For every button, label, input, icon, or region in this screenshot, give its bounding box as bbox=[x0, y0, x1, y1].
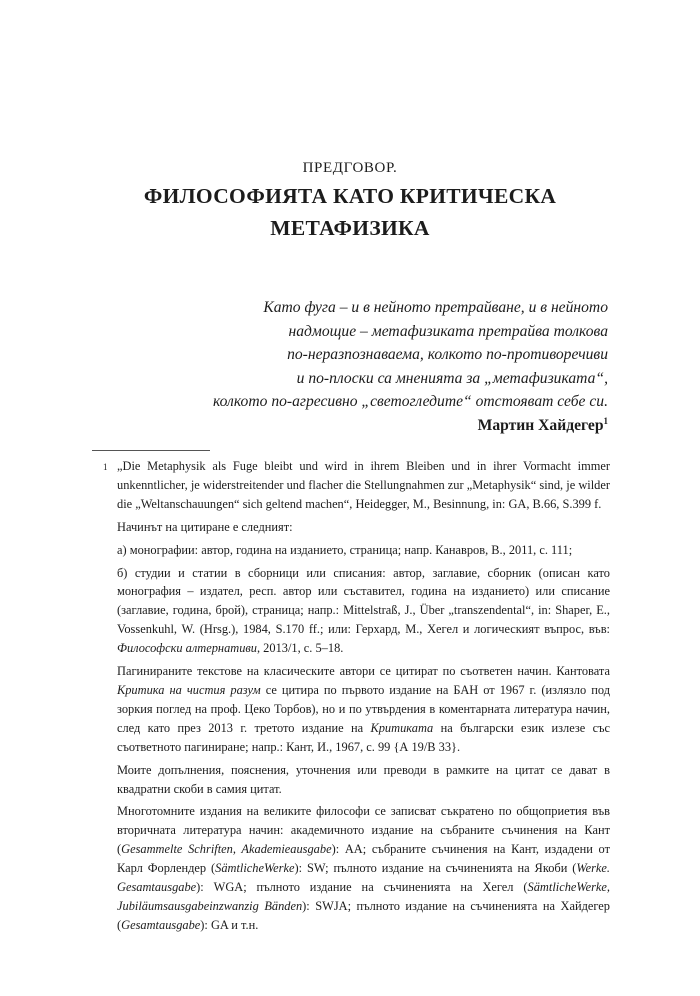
epigraph-line: и по-плоски са мненията за „метафизиката“, bbox=[296, 369, 608, 387]
italic-title: Gesammelte Schriften, Akademieausgabe bbox=[121, 842, 332, 857]
italic-title: Критиката bbox=[370, 720, 434, 735]
text-run: Пагинираните текстове на класическите автори се цитират по съответен начин. Кантовата bbox=[117, 664, 610, 679]
epigraph-line: по-неразпознаваема, колкото по-противоречиви bbox=[287, 346, 608, 364]
epigraph-author bbox=[88, 414, 608, 438]
text-run: ): GA и т.н. bbox=[200, 917, 259, 932]
footnote-block bbox=[103, 457, 611, 939]
paragraph-pagination bbox=[117, 662, 610, 757]
text-run: Многотомните издания на великите философи се записват съкратено по общоприетия във вторичната литература начин: академичното издание на събраните съчинения на Кант ( bbox=[117, 804, 610, 857]
footnote-reference[interactable]: 1 bbox=[603, 415, 608, 426]
citation-intro: Начинът на цитиране е следният: bbox=[117, 519, 293, 534]
footnote-quote-text: „Die Metaphysik als Fuge bleibt und wird in ihrem Bleiben und in ihrer Vormacht immer unkenntlicher, je widerstreitender und flacher die Stellungnahmen zur „Metaphysik“ sind, je wilder die „Weltanschauungen“ sich geltend machen“, Heidegger, M., Besinnung, in: GA, B.66, S.399 f. bbox=[117, 459, 610, 511]
paragraph-editions bbox=[117, 802, 610, 934]
footnote-divider bbox=[92, 450, 210, 451]
epigraph-author-name: Мартин Хайдегер bbox=[477, 416, 604, 434]
text-run: се цитира по първото издание на БАН от 1967 г. (излязло под зоркия поглед на проф. Цеко Торбов), но и по утвърдения в коментарната литература начин, след като през 2013 г. третото издание на bbox=[117, 682, 610, 735]
italic-title: Werke. Gesamtausgabe bbox=[117, 861, 611, 895]
text-run: ): SWJA; пълното издание на съчиненията на Хайдегер ( bbox=[117, 898, 610, 932]
italic-title: SämtlicheWerke bbox=[215, 861, 295, 876]
text-run: , 2013/1, с. 5–18. bbox=[256, 641, 344, 656]
footnote-quote bbox=[103, 457, 610, 514]
chapter-title bbox=[0, 180, 700, 244]
italic-title: SämtlicheWerke, Jubiläumsausgabeinzwanzig Bänden bbox=[117, 880, 610, 913]
chapter-title-line: ФИЛОСОФИЯТА КАТО КРИТИЧЕСКА bbox=[143, 184, 557, 208]
epigraph-line: колкото по-агресивно „светогледите“ отстояват себе си. bbox=[212, 393, 608, 411]
chapter-subtitle: ПРЕДГОВОР. bbox=[302, 160, 398, 176]
text-run: ): АА; събраните съчинения на Кант, издадени от Карл Форлендер ( bbox=[117, 842, 610, 876]
text-run: б) студии и статии в сборници или списания: автор, заглавие, сборник (описан като монография – издател, респ. автор или съставител, година на изданието) или списание (заглавие, година, брой), страница; напр.: Mittelstraß, J., Über „transzendental“, in: Shaper, E., Vossenkuhl, W. (Hrsg.), 1984, S.170 ff.; или: Герхард, М., Хегел и логическият въпрос, във: bbox=[117, 565, 610, 637]
citation-item-a: а) монографии: автор, година на изданието, страница; напр. Канавров, В., 2011, с. 111; bbox=[117, 542, 573, 557]
epigraph-line: Като фуга – и в нейното претрайване, и в нейното bbox=[263, 299, 608, 316]
text-run: ): SW; пълното издание на съчиненията на Якоби ( bbox=[294, 861, 577, 876]
italic-title: Критика на чистия разум bbox=[117, 682, 261, 697]
paragraph-brackets: Моите допълнения, пояснения, уточнения или преводи в рамките на цитат се дават в квадратни скоби в самия цитат. bbox=[117, 762, 610, 796]
text-run: на български език излезе със съответното пагиниране; напр.: Кант, И., 1967, с. 99 {А 19/В 33}. bbox=[117, 720, 610, 754]
epigraph-line: надмощие – метафизиката претрайва толкова bbox=[288, 322, 608, 340]
epigraph bbox=[88, 296, 608, 438]
italic-title: Философски алтернативи bbox=[117, 641, 257, 656]
chapter-title-line: МЕТАФИЗИКА bbox=[270, 216, 430, 240]
text-run: ): WGA; пълното издание на съчиненията на Хегел ( bbox=[196, 880, 528, 895]
citation-item-b bbox=[117, 564, 610, 659]
italic-title: Gesamtausgabe bbox=[121, 917, 201, 932]
footnote-number: 1 bbox=[103, 462, 108, 472]
